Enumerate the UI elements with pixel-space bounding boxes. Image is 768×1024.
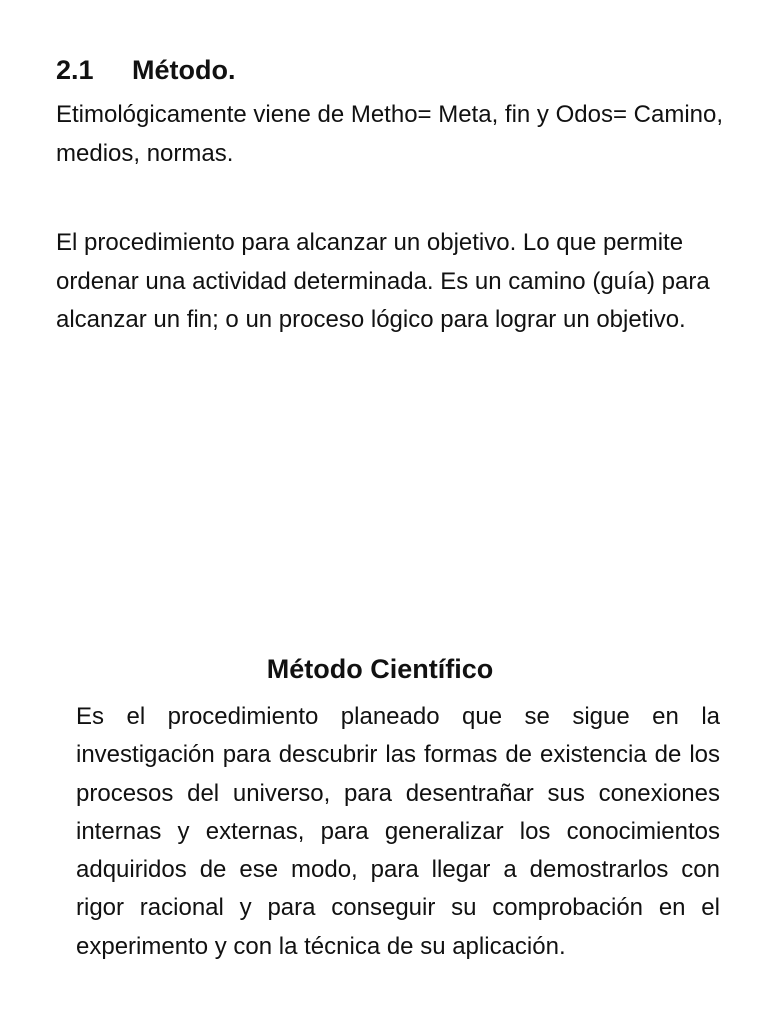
section-title: Método. xyxy=(132,55,236,85)
etymology-paragraph: Etimológicamente viene de Metho= Meta, fin y Odos= Camino, medios, normas. xyxy=(56,101,724,167)
scientific-method-title: Método Científico xyxy=(266,654,494,684)
scientific-method-paragraph: Es el procedimiento planeado que se sigue en la investigación para descubrir las formas de existencia de los procesos del universo, para desentrañar sus conexiones internas y externas, para generalizar los conocimientos adquiridos de ese modo, para llegar a demostrarlos con rigor racional y para conseguir su comprobación en el experimento y con la técnica de su aplicación. xyxy=(76,703,720,960)
section-heading xyxy=(56,52,235,88)
section-number: 2.1 xyxy=(56,55,94,85)
definition-paragraph: El procedimiento para alcanzar un objetivo. Lo que permite ordenar una actividad determinada. Es un camino (guía) para alcanzar un fin; o un proceso lógico para lograr un objetivo. xyxy=(56,229,710,333)
